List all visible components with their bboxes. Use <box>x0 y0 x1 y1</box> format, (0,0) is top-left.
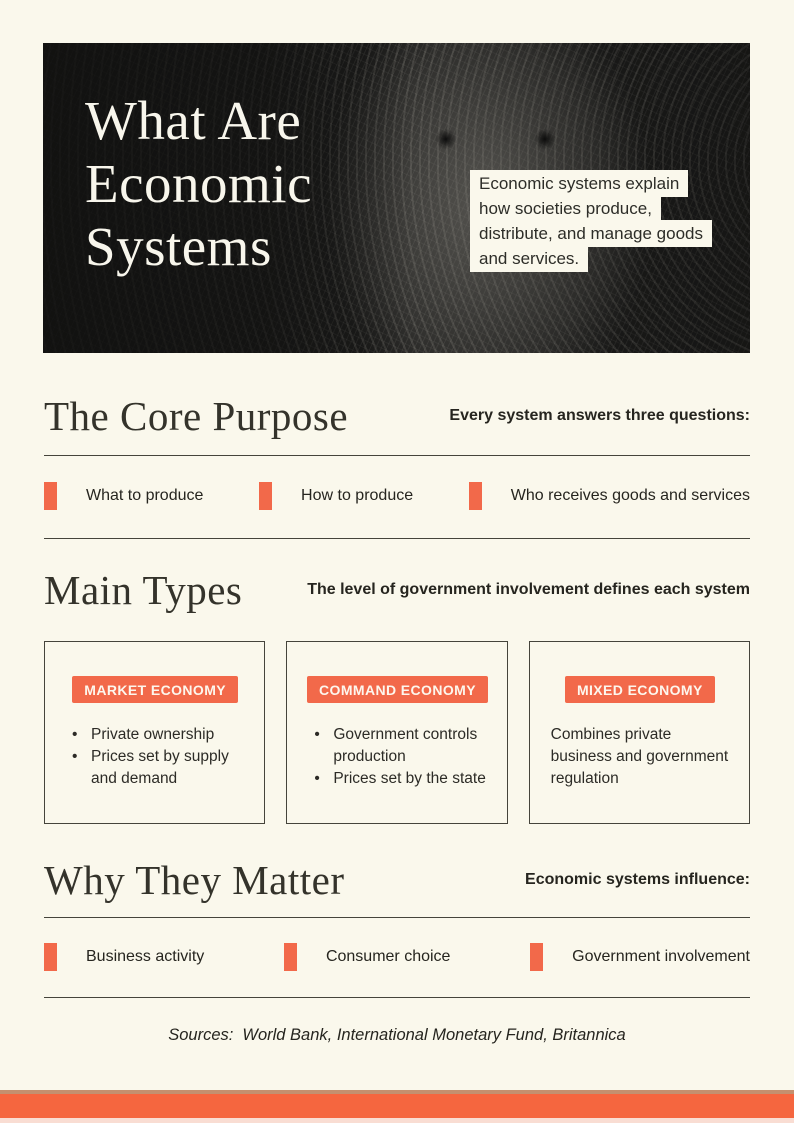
bullet-point: • Prices set by supply and demand <box>70 746 246 790</box>
bullet-point: • Government controls production <box>312 724 488 768</box>
why-matter-header <box>44 857 750 903</box>
badge-container <box>64 676 246 703</box>
badge-container <box>306 676 488 703</box>
economy-cards <box>44 641 750 824</box>
mixed-economy-description: Combines private business and government regulation <box>550 726 729 787</box>
orange-marker-icon <box>469 482 482 510</box>
orange-marker-icon <box>530 943 543 971</box>
list-item <box>530 943 750 971</box>
card-mixed-economy <box>529 641 750 824</box>
mixed-economy-badge: MIXED ECONOMY <box>565 676 715 703</box>
card-command-economy <box>286 641 507 824</box>
command-economy-badge: COMMAND ECONOMY <box>307 676 488 703</box>
divider <box>44 997 750 998</box>
card-market-economy <box>44 641 265 824</box>
intro-callout <box>470 171 710 271</box>
list-item-label: What to produce <box>86 487 204 504</box>
list-item <box>259 482 413 510</box>
footer-orange-bar <box>0 1094 794 1118</box>
list-item-label: Business activity <box>86 948 205 965</box>
bullet-point: • Prices set by the state <box>312 768 488 790</box>
sources-label: Sources: <box>168 1026 234 1044</box>
why-matter-subheading: Economic systems influence: <box>525 871 750 888</box>
market-economy-points <box>64 724 246 790</box>
list-item <box>44 943 204 971</box>
page-title-line: What Are <box>85 90 302 151</box>
why-matter-heading: Why They Matter <box>44 857 345 903</box>
list-item <box>284 943 451 971</box>
franklin-portrait-image <box>43 43 750 353</box>
market-economy-badge: MARKET ECONOMY <box>72 676 238 703</box>
orange-marker-icon <box>259 482 272 510</box>
page-title-line: Economic <box>85 153 312 214</box>
list-item <box>469 482 750 510</box>
main-types-heading: Main Types <box>44 567 243 613</box>
list-item <box>44 482 203 510</box>
list-item-label: Who receives goods and services <box>510 487 750 504</box>
command-economy-points <box>306 724 488 790</box>
list-item-label: How to produce <box>301 487 414 504</box>
list-item-label: Government involvement <box>572 948 750 965</box>
core-purpose-header <box>44 393 750 439</box>
page-title-line: Systems <box>85 216 272 277</box>
core-purpose-subheading: Every system answers three questions: <box>449 407 750 424</box>
badge-container <box>549 676 731 703</box>
page-title <box>85 89 312 278</box>
sources-text: World Bank, International Monetary Fund, Britannica <box>242 1026 626 1044</box>
main-types-subheading: The level of government involvement defines each system <box>307 581 750 598</box>
orange-marker-icon <box>44 482 57 510</box>
bullet-point: • Private ownership <box>70 724 246 746</box>
core-purpose-items <box>44 456 750 538</box>
orange-marker-icon <box>44 943 57 971</box>
core-purpose-heading: The Core Purpose <box>44 393 349 439</box>
divider <box>44 538 750 539</box>
list-item-label: Consumer choice <box>325 948 451 965</box>
orange-marker-icon <box>284 943 297 971</box>
footer-pink-strip <box>0 1118 794 1123</box>
sources-line <box>0 1026 794 1045</box>
why-matter-items <box>44 918 750 997</box>
main-types-header <box>44 567 750 613</box>
intro-callout-text: Economic systems explain how societies produce, distribute, and manage goods and services. <box>470 170 712 272</box>
footer-band <box>0 1090 794 1123</box>
